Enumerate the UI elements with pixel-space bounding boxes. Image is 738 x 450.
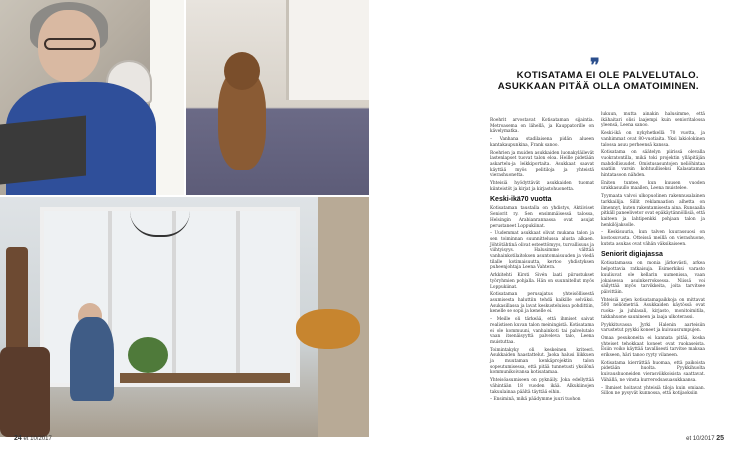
plant-shape bbox=[128, 337, 168, 373]
man-figure bbox=[70, 317, 114, 401]
paragraph: – Vanhana stadilaisena pidän alueen kantakaupunkina, Frank sanoo. bbox=[490, 137, 594, 148]
paragraph: Kotisatama on säätelyn piirissä olevalla vuokratontilla, mikä toki projektin ylläpitäjän mahdollisuudet. Omistusasuntojen neliöhintaa saatiin varsin kohtuulliseksi Kalasataman hintatasoon nähden. bbox=[601, 150, 705, 179]
paragraph: Yhteisöasumiseen on pyknäily. Joka edellyttää vähintään 18 vuoden ikää. Alkukiinojen takuulainaa päältä täyttää eihin. bbox=[490, 378, 594, 395]
paragraph: Yhteisiä hyödyttävät asukkaiden tuomat kiinteistöt ja kirjat ja kirjastohuonetta. bbox=[490, 181, 594, 192]
window-view bbox=[286, 0, 369, 100]
laptop-shape bbox=[0, 115, 86, 184]
paragraph: – Uudemmat asukkaat olivat mukana talon ja sen toiminnan suunnittelussa alusta alkaen. Jöhtötähtinä olivat esteettömyys, turvallisuus ja viihtyisyys. Halusimme välttää vanhainkotilaitoksen asuntomaisuuden ja viedä tilalle kotimaisuutta, kertoo yhdistyksen puheenjohtaja Leena Vahtera. bbox=[490, 231, 594, 271]
article-column-1 bbox=[490, 118, 594, 405]
right-page-number: 25 bbox=[716, 435, 724, 442]
paragraph: Kotisataman taustalla on yhdistys, Aktiiviset Seniorit ry. Sen ensimmäisessä talossa, Helsingin Arabianrannassa ovat asujat perustaneet Loppukiinat. bbox=[490, 206, 594, 229]
paragraph: Pyykkituvassa Jyrki Halenin aarteisiin varustetut pyykki koneet ja kuivausrumpujen. bbox=[601, 322, 705, 334]
food-plate bbox=[296, 309, 360, 349]
left-page-number: 24 bbox=[14, 435, 22, 442]
paragraph: Tyymaata valvoi ulkopuolinen rakennusalainen tarkkailija. Sillit reklamaation alhetta on ilmennyt, kuten rakentamisesta aina. Runsaalla pitkäll paneelivetor ovat epäkäytännöllisiä, että kaiteen ja lahtipenkki pohjaan talon ja henkilöjaksolle. bbox=[601, 194, 705, 228]
pull-quote: KOTISATAMA EI OLE PALVELUTALO. ASUKKAAN PITÄÄ OLLA OMATOIMINEN. bbox=[497, 70, 699, 92]
right-page bbox=[369, 0, 738, 450]
paragraph: Arkkitehti Kirsti Sivén laati piirustukset työryhmien pohjalla. Hän on suunnitellut myös Loppukiinat. bbox=[490, 273, 594, 290]
paragraph: – Ihmiset hoitavat yhteisiä tiloja kuin omiaan. Sillon ne pysyvät kunnossa, että kotijaoksiin bbox=[601, 385, 705, 397]
paragraph: Omaa pesukoneita ei kannata pitää, koska yhteiset tehokkaat koneet ovat ruokaseista. Esiin voiko käyttää tavallisesti tarvitse maksaa erikseen, häri tanoo ryyty vilaneen. bbox=[601, 335, 705, 359]
dog-head bbox=[224, 52, 260, 90]
right-magazine-name: et 10/2017 bbox=[686, 436, 715, 442]
paragraph: – Ensiminä, mikä päädymme juuri tuohon bbox=[490, 397, 581, 403]
heading-seniorit: Seniorit digiajassa bbox=[601, 251, 663, 259]
paragraph: Roehrien ja muiden asukkaiden luonakyläilevät lastenlapset tuovat talon eloa. Heille pidetään askartelu-ja leikkiportaita. Asukkaat saavat käyttää myös pelitiloja ja yhteistä vierashuonetta. bbox=[490, 150, 594, 179]
paragraph: Eniten tuntee, kun kuusen vuoden urakkasuullo maallen, Leena muistelee. bbox=[601, 180, 705, 192]
photo-dog bbox=[186, 0, 369, 195]
paragraph: Kotisataman perusajatus yhteisöllisestä asumisesta haluttiin tehdä kaikille selväksi. Asukasillassa ja lavat keskusteluissa pohdittiin, kenelle se sopii ja kenelle ei. bbox=[490, 292, 594, 315]
paragraph: Keski-ikä on nykyhetkellä 70 vuotta, ja vanhimmat ovat 80-vuotiaita. Yksi lakiolokinen talossa asuu perheensä kanssa. bbox=[601, 131, 705, 148]
table-shape bbox=[120, 373, 290, 383]
heading-keski-ika: Keski-ikä70 vuotta bbox=[490, 196, 552, 204]
paragraph: Kotisatama kierrättää huomaa, että paikoista pidetään huolta. Pyykkihuolta kuivaushuoneiden vierasviikkoisista saattavat. Vähällä, ne vinsta kurrerodsasuasukkaansa. bbox=[601, 360, 705, 383]
left-folio bbox=[14, 435, 52, 442]
photo-woman-sewing bbox=[0, 0, 184, 195]
photo-balcony bbox=[0, 197, 369, 437]
chair-shape bbox=[0, 347, 50, 437]
article-column-2 bbox=[601, 112, 705, 399]
right-folio bbox=[686, 435, 724, 442]
paragraph: Yhteisiä arjen kotisatamapaikkoja on mittavat 500 neliömetriä. Asukkaiden käytössä ovat ruoka- ja juhlasali, kirjasto, monitoimitila, takkahuone saunineen ja laaja ulkoterassi. bbox=[601, 297, 705, 320]
quote-mark-icon: ❞ bbox=[590, 55, 600, 75]
left-magazine-name: et 10/2017 bbox=[23, 436, 52, 442]
paragraph: Kotisatamassa on monia järkevästi, arkea helpottavia ratkaisuja. Esimerkiksi varasto kuuliuvat ole kellarin uumenissa, vaan jokaisessa asuinkerroksessa. Niissä voi säilyttää myös tarvikkeita, joita tarvitsee päivittäin. bbox=[601, 261, 705, 295]
paragraph: Toimintakyky oli keskeinen kriteeri. Asukkaiden haastattelut. Jaoka halusi liikkuen ja muutaman kenkäprojektin talon sopeutumisessa, että pitää tunnetusti yksilönä kommunikoivansa kotisatamaa. bbox=[490, 347, 594, 376]
glasses-shape bbox=[44, 38, 96, 50]
paragraph: Roehrit arvostavat Kotisataman sijaintia. Metroasema on lähellä, ja Kauppatorille on kävelymatka. bbox=[490, 118, 594, 135]
paragraph: – Meille oli tärkeää, että ihmiset saivat realistisen kuvan talon meiningistä. Kotisatama ei ole kommuuni, vanhainkoti tai palvelutalo vaan itsenäisyyttä palveleva talo, Leena muistuttaa. bbox=[490, 317, 594, 345]
paragraph: lukuun, mutta ainakin halusimme, että ikähaitari olisi laajempi kuin senioritalossa yleensä, Leena sanoo. bbox=[601, 112, 705, 129]
paragraph: – Keskisuuria, kun talven kuurassuosi on kostosuvusta. Otteissä meillä on vierashuone, kutsta asukas ovat vähän väksikaiseen. bbox=[601, 230, 705, 247]
